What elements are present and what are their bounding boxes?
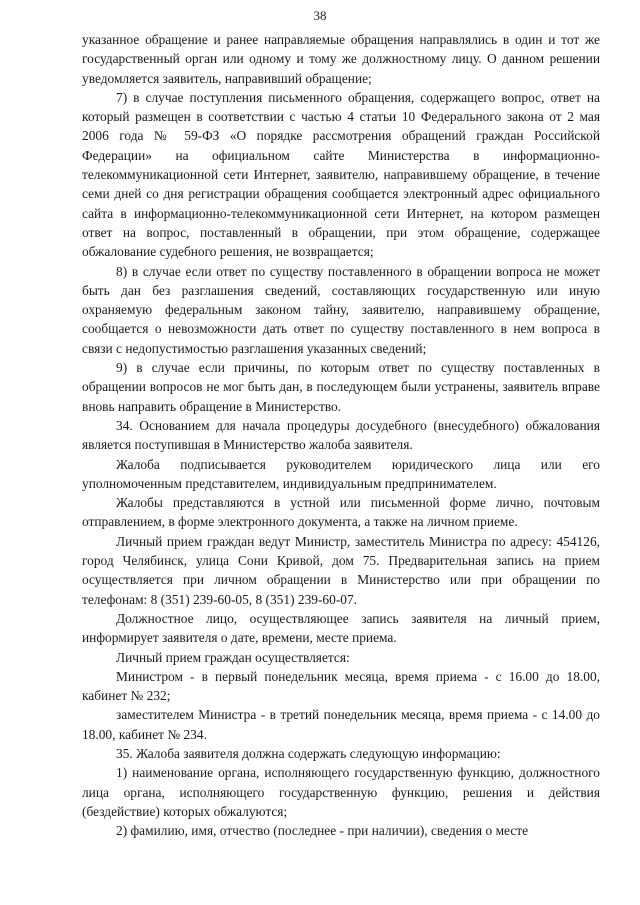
paragraph-minister-schedule: Министром - в первый понедельник месяца, время приема - с 16.00 до 18.00, кабинет № 232;: [82, 668, 600, 704]
paragraph-requirement-2: 2) фамилию, имя, отчество (последнее - при наличии), сведения о месте: [116, 823, 529, 839]
paragraph-complaint-form: Жалобы представляются в устной или письменной форме лично, почтовым отправлением, в форме электронного документа, а также на личном приеме.: [82, 495, 600, 530]
paragraph-section-35: 35. Жалоба заявителя должна содержать следующую информацию:: [116, 745, 501, 761]
paragraph-reception-schedule-intro: Личный прием граждан осуществляется:: [116, 649, 350, 665]
paragraph-item-8: 8) в случае если ответ по существу поставленного в обращении вопроса не может быть дан без разглашения сведений, составляющих государственную или иную охраняемую федеральным законом тайну, заявителю, направившему обращение, сообщается о невозможности дать ответ по существу поставленного в нем вопроса в связи с недопустимостью разглашения указанных сведений;: [82, 263, 600, 356]
paragraph-item-9: 9) в случае если причины, по которым ответ по существу поставленных в обращении вопросов не мог быть дан, в последующем были устранены, заявитель вправе вновь направить обращение в Министерство.: [82, 360, 600, 414]
paragraph-complaint-signature: Жалоба подписывается руководителем юридического лица или его уполномоченным представителем, индивидуальным предпринимателем.: [82, 456, 600, 491]
document-body: [82, 30, 600, 840]
paragraph-deputy-schedule: заместителем Министра - в третий понедельник месяца, время приема - с 14.00 до 18.00, кабинет № 234.: [82, 707, 600, 742]
paragraph-item-7: 7) в случае поступления письменного обращения, содержащего вопрос, ответ на который размещен в соответствии с частью 4 статьи 10 Федерального закона от 2 мая 2006 года № 59-ФЗ «О порядке рассмотрения обращений граждан Российской Федерации» на официальном сайте Министерства в информационно-телекоммуникационной сети Интернет, заявителю, направившему обращение, в течение семи дней со дня регистрации обращения сообщается электронный адрес официального сайта в информационно-телекоммуникационной сети Интернет, на котором размещен ответ на вопрос, поставленный в обращении, при этом обращение, содержащее обжалование судебного решения, не возвращается;: [82, 89, 600, 260]
paragraph-continuation: указанное обращение и ранее направляемые обращения направлялись в один и тот же государственный орган или одному и тому же должностному лицу. О данном решении уведомляется заявитель, направивший обращение;: [82, 32, 600, 86]
paragraph-personal-reception: Личный прием граждан ведут Министр, заместитель Министра по адресу: 454126, город Челябинск, улица Сони Кривой, дом 75. Предварительная запись на прием осуществляется при личном обращении в Министерство или при обращении по телефонам: 8 (351) 239-60-05, 8 (351) 239-60-07.: [82, 533, 600, 607]
page-number: 38: [313, 8, 327, 23]
paragraph-appointment-info: Должностное лицо, осуществляющее запись заявителя на личный прием, информирует заявителя о дате, времени, месте приема.: [82, 610, 600, 646]
paragraph-section-34: 34. Основанием для начала процедуры досудебного (внесудебного) обжалования является поступившая в Министерство жалоба заявителя.: [82, 417, 600, 453]
paragraph-requirement-1: 1) наименование органа, исполняющего государственную функцию, должностного лица органа, исполняющего государственную функцию, решения и действия (бездействие) которых обжалуются;: [82, 765, 600, 819]
